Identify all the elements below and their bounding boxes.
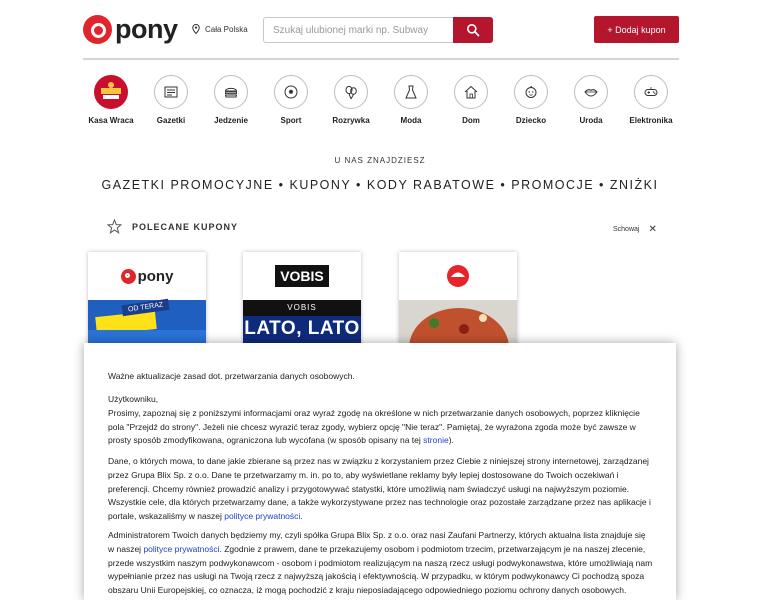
category-elektronika[interactable] xyxy=(621,75,681,125)
category-dziecko[interactable] xyxy=(501,75,561,125)
search-box xyxy=(263,17,493,43)
featured-promo-icon xyxy=(94,75,128,109)
location-label: Cała Polska xyxy=(205,24,248,34)
category-label: Sport xyxy=(280,116,302,125)
balloons-icon xyxy=(334,75,368,109)
card-logo xyxy=(88,252,206,300)
header-divider xyxy=(83,58,679,60)
category-kasa-wraca[interactable] xyxy=(81,75,141,125)
coupon-card-pizza[interactable] xyxy=(399,252,517,352)
category-moda[interactable] xyxy=(381,75,441,125)
category-uroda[interactable] xyxy=(561,75,621,125)
modal-paragraph-1 xyxy=(108,393,653,448)
modal-text-end: . xyxy=(300,511,303,522)
category-nav xyxy=(79,75,689,125)
card-brand: VOBIS xyxy=(275,265,329,287)
category-dom[interactable] xyxy=(441,75,501,125)
category-label: Elektronika xyxy=(629,116,673,125)
privacy-policy-link[interactable]: polityce prywatności xyxy=(224,511,301,522)
coupon-card-vobis[interactable] xyxy=(243,252,361,352)
modal-paragraph-2 xyxy=(108,455,653,524)
tagline-small: U NAS ZNAJDZIESZ xyxy=(334,156,426,165)
category-sport[interactable] xyxy=(261,75,321,125)
search-button[interactable] xyxy=(453,17,493,43)
house-icon xyxy=(454,75,488,109)
recommended-title: POLECANE KUPONY xyxy=(132,221,239,232)
logo-badge-icon xyxy=(83,15,112,44)
ball-icon xyxy=(274,75,308,109)
privacy-policy-link[interactable]: polityce prywatności xyxy=(143,543,220,554)
dress-icon xyxy=(394,75,428,109)
category-label: Jedzenie xyxy=(214,116,248,125)
category-gazetki[interactable] xyxy=(141,75,201,125)
card-brand: pony xyxy=(137,267,174,285)
category-rozrywka[interactable] xyxy=(321,75,381,125)
recommended-header xyxy=(107,219,238,234)
modal-text-end: ). xyxy=(448,435,454,446)
star-icon xyxy=(107,219,122,234)
modal-greeting: Użytkowniku, xyxy=(108,394,159,404)
card-subbrand: VOBIS xyxy=(243,300,361,316)
modal-paragraph-3 xyxy=(108,529,653,598)
category-label: Dziecko xyxy=(515,116,547,125)
card-headline: LATO, LATO xyxy=(244,318,360,339)
category-label: Kasa Wraca xyxy=(88,116,134,125)
card-logo xyxy=(399,252,517,300)
modal-text: Dane, o których mowa, to dane jakie zbierane są przez nas w związku z korzystaniem przez Ciebie z niniejszej strony internetowej, zarządzanej przez Grupa Blix Sp. z o.o. Dane te przetwarzamy m. in. po to, aby wyświetlane reklamy były lepiej dostosowane do Twoich oczekiwań i preferencji. Chcemy również prowadzić analizy i przygotowywać statystki, które umożliwią nam świadczyć usługi na najwyższym poziomie. Wszystkie cele, dla których przetwarzamy dane, a także wykorzystywane przez nas technologie oraz pozostałe zarządzane przez nas aplikacje i portale, wskazaliśmy w naszej xyxy=(108,456,651,522)
location-selector[interactable] xyxy=(192,24,248,34)
gamepad-icon xyxy=(634,75,668,109)
pizza-hut-logo-icon xyxy=(446,264,470,288)
modal-text: Administratorem Twoich danych będziemy my, czyli spółka Grupa Blix Sp. z o.o. oraz nasi Zaufani Partnerzy, których aktualna lista znajduje się w naszej xyxy=(108,530,646,554)
category-label: Dom xyxy=(462,116,480,125)
category-label: Moda xyxy=(400,116,422,125)
hide-recommended-button[interactable] xyxy=(613,224,657,235)
header xyxy=(0,0,760,58)
modal-text: Prosimy, zapoznaj się z poniższymi informacjami oraz wyraź zgodę na określone w nich przetwarzanie danych osobowych, poprzez kliknięcie pola "Przejdź do strony". Jeżeli nie chcesz wyrazić teraz zgody, wybierz opcję "Nie teraz". Pamiętaj, że wyrażona zgoda może być zawsze w prosty sposób zmodyfikowana, ograniczona lub wycofana (w sposób opisany na tej xyxy=(108,407,640,446)
hide-label: Schowaj xyxy=(613,226,640,233)
add-coupon-button[interactable]: + Dodaj kupon xyxy=(594,16,679,43)
logo[interactable] xyxy=(83,14,178,45)
search-icon xyxy=(466,23,480,37)
logo-text: pony xyxy=(115,14,178,44)
pony-logo-icon xyxy=(121,269,136,284)
modal-title: Ważne aktualizacje zasad dot. przetwarzania danych osobowych. xyxy=(108,371,355,381)
category-label: Gazetki xyxy=(156,116,186,125)
newspaper-icon xyxy=(154,75,188,109)
card-logo xyxy=(243,252,361,300)
card-tag: OD TERAZ xyxy=(121,299,169,316)
page-link[interactable]: stronie xyxy=(423,435,449,446)
coupon-card-pony[interactable] xyxy=(88,252,206,352)
close-icon: ✕ xyxy=(648,224,657,235)
tagline-big: GAZETKI PROMOCYJNE • KUPONY • KODY RABATOWE • PROMOCJE • ZNIŻKI xyxy=(101,178,659,192)
category-label: Rozrywka xyxy=(332,116,370,125)
baby-icon xyxy=(514,75,548,109)
search-input[interactable] xyxy=(264,18,454,42)
burger-icon xyxy=(214,75,248,109)
modal-text: . Zgodnie z prawem, dane te przekazujemy osobom i podmiotom trzecim, przetwarzającym je na naszej zlecenie, przede wszystkim naszym podwykonawcom - osobom i podmiotom realizującym na naszą rzecz usługi podwykonawstwa, które umożliwiają nam wypełnianie przez nas usługi na Twoją rzecz z najwyższą jakością i efektywnością. W przypadku, w którym podwykonawcy Ci pochodzą spoza obszaru Unii Europejskiej, co oznacza, iż mogą pochodzić z kraju nieposiadającego odpowiedniego poziomu ochrony danych osobowych. xyxy=(108,543,653,596)
category-label: Uroda xyxy=(579,116,603,125)
lips-icon xyxy=(574,75,608,109)
location-pin-icon xyxy=(192,24,200,34)
privacy-modal xyxy=(84,343,676,600)
category-jedzenie[interactable] xyxy=(201,75,261,125)
